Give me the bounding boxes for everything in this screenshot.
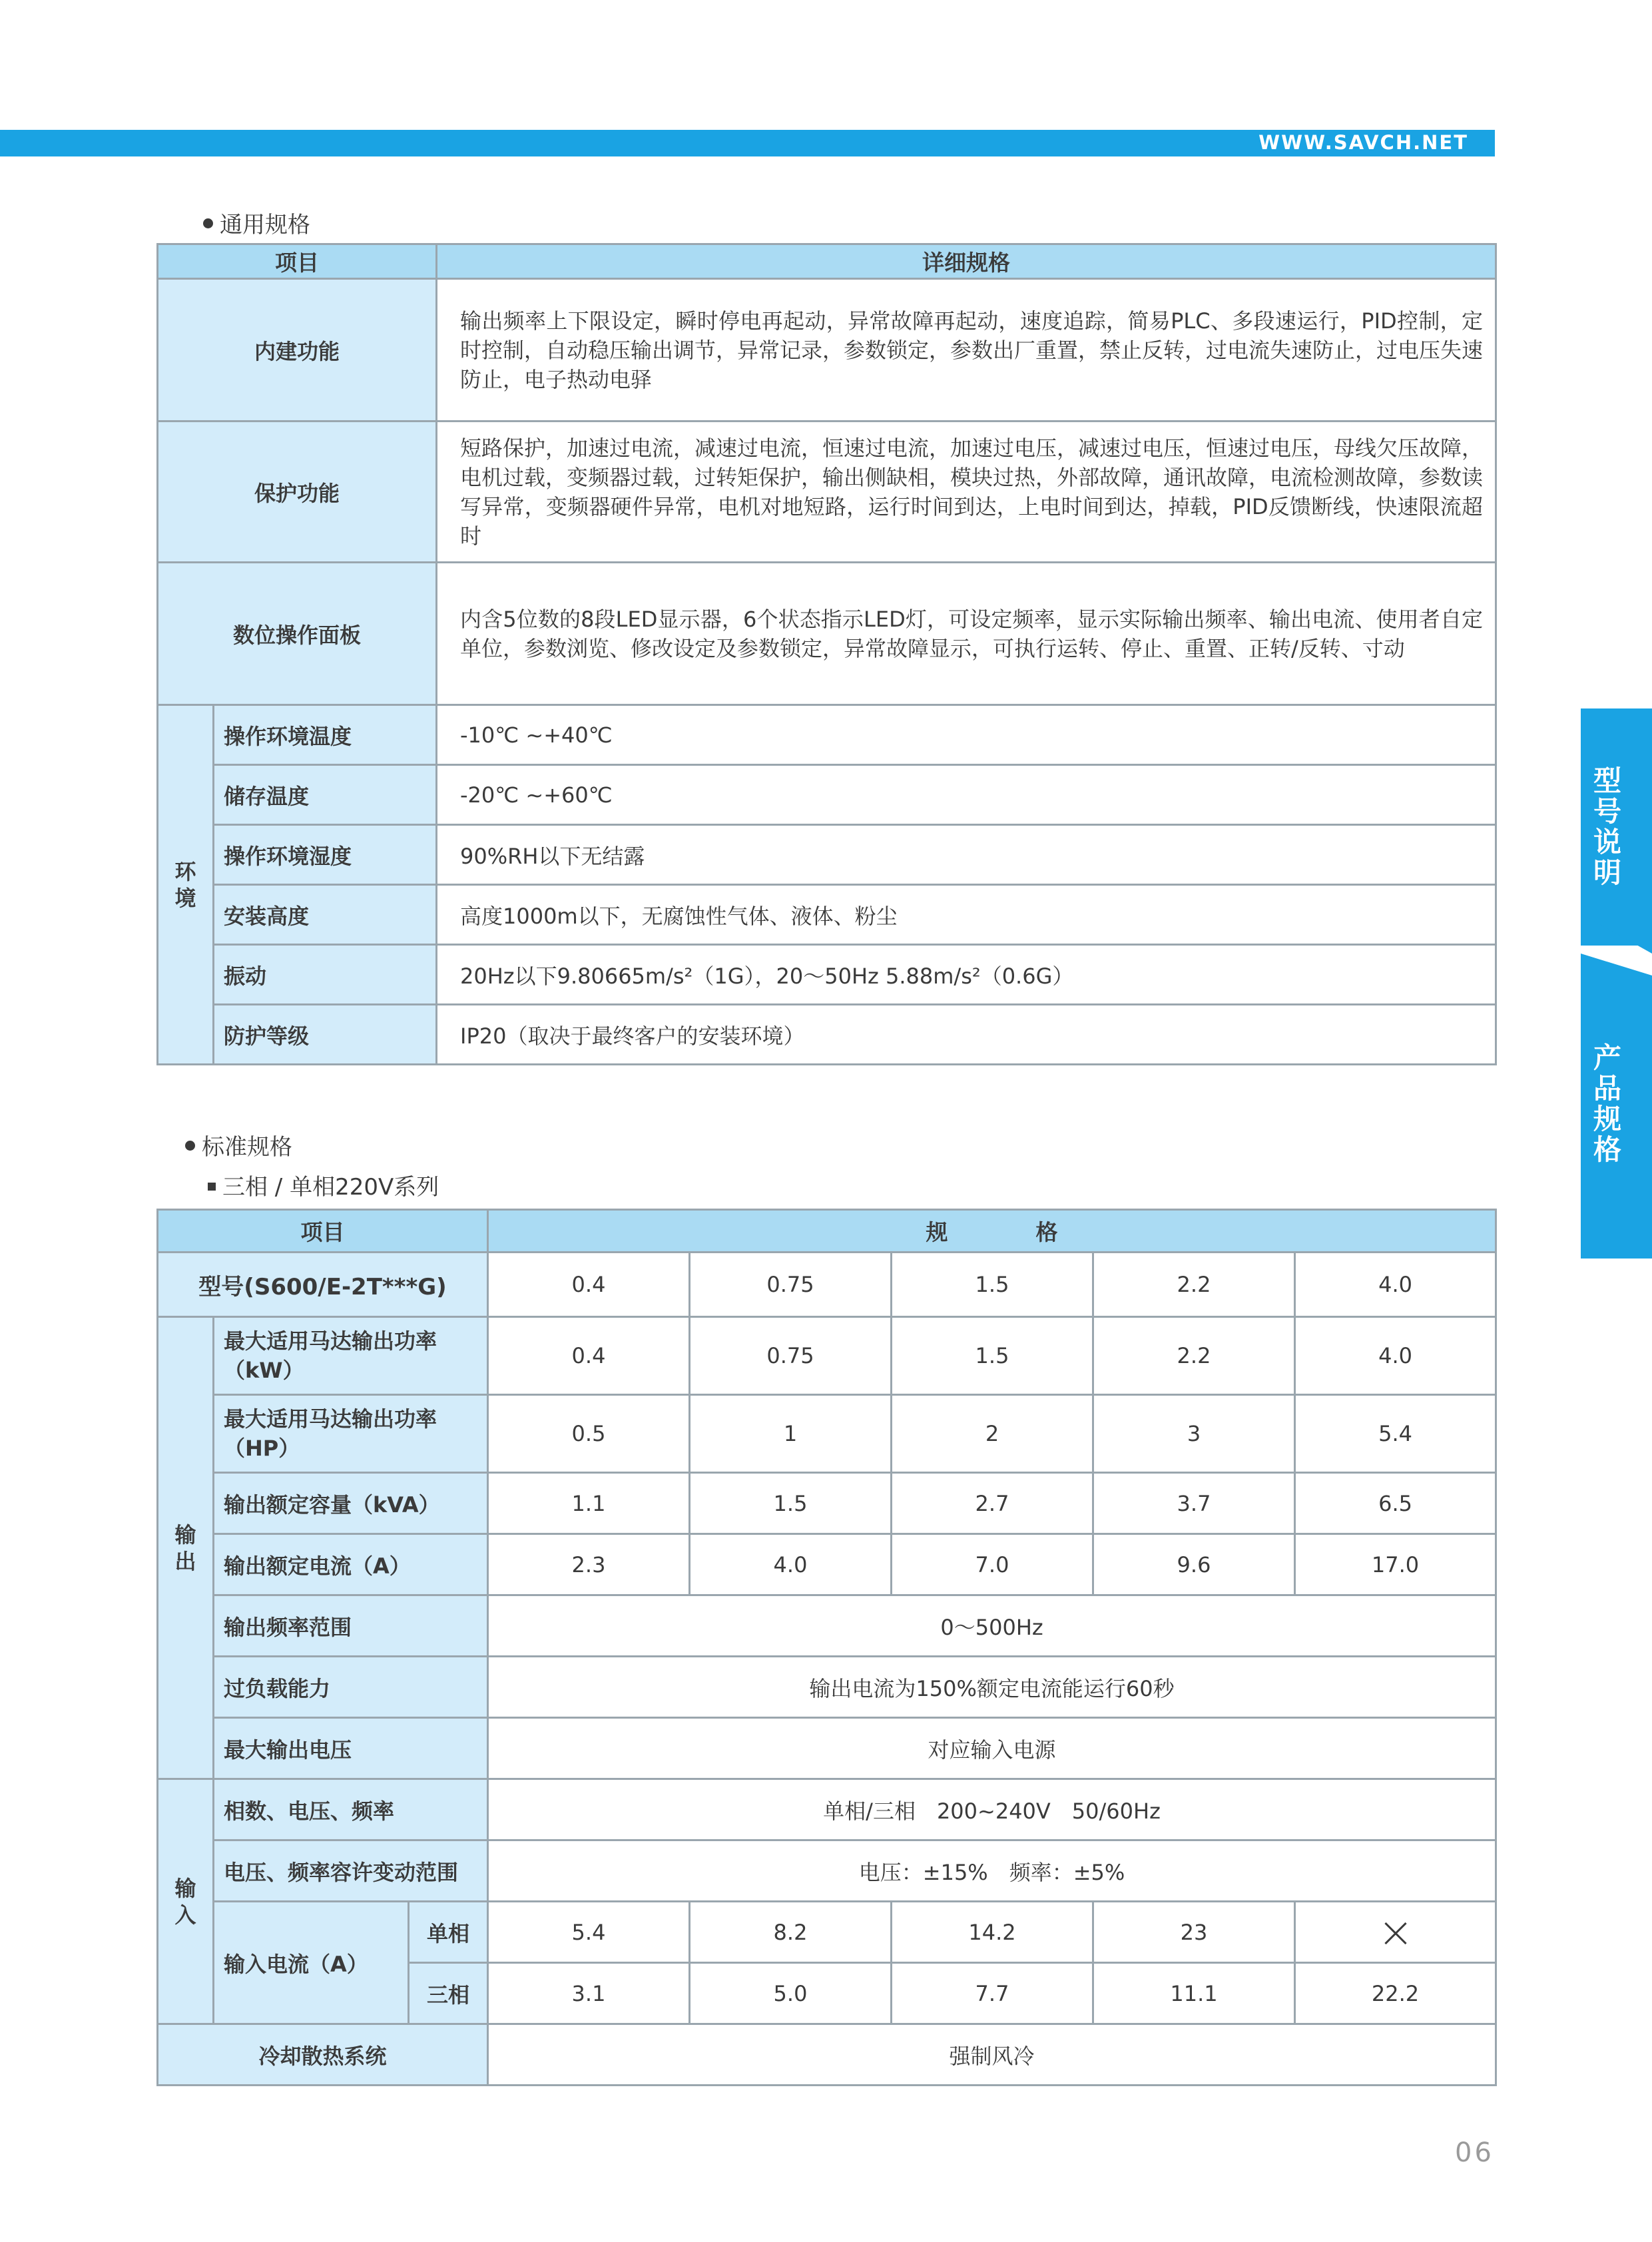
output-value: 9.6 [1093,1534,1295,1595]
output-value: 6.5 [1295,1473,1496,1534]
output-value: 5.4 [1295,1395,1496,1473]
env-label: 振动 [214,945,437,1005]
env-label: 操作环境湿度 [214,825,437,885]
digital-panel-label: 数位操作面板 [158,563,437,705]
top-banner [0,130,1495,156]
builtin-function-text: 输出频率上下限设定，瞬时停电再起动，异常故障再起动，速度追踪，简易PLC、多段速运行，PID控制，定时控制，自动稳压输出调节，异常记录，参数锁定，参数出厂重置，禁止反转，过电流失速防止，过电压失速防止，电子热动电驿 [437,279,1496,421]
builtin-function-label: 内建功能 [158,279,437,421]
env-value: 20Hz以下9.80665m/s²（1G），20～50Hz 5.88m/s²（0.6G） [437,945,1496,1005]
single-phase-value: 14.2 [892,1902,1093,1963]
three-phase-label: 三相 [409,1963,488,2024]
three-phase-value: 11.1 [1093,1963,1295,2024]
output-label: 最大适用马达输出功率（kW） [214,1317,488,1395]
output-value: 2.7 [892,1473,1093,1534]
output-label: 输出额定电流（A） [214,1534,488,1595]
max-voltage-label: 最大输出电压 [214,1718,488,1779]
env-value: 高度1000m以下，无腐蚀性气体、液体、粉尘 [437,885,1496,945]
output-value: 2.2 [1093,1317,1295,1395]
digital-panel-text: 内含5位数的8段LED显示器，6个状态指示LED灯，可设定频率，显示实际输出频率、输出电流、使用者自定单位，参数浏览、修改设定及参数锁定，异常故障显示，可执行运转、停止、重置、正转/反转、寸动 [437,563,1496,705]
output-value: 2 [892,1395,1093,1473]
output-value: 3.7 [1093,1473,1295,1534]
side-tab-1-label: 型号说明 [1593,764,1621,889]
tolerance-value: 电压：±15% 频率：±5% [488,1840,1496,1902]
model-value: 1.5 [892,1253,1093,1317]
square-bullet-icon [208,1183,216,1191]
three-phase-value: 22.2 [1295,1963,1496,2024]
phase-value: 单相/三相 200~240V 50/60Hz [488,1779,1496,1840]
col-header-spec: 规 格 [488,1210,1496,1253]
cooling-value: 强制风冷 [488,2024,1496,2086]
single-phase-label: 单相 [409,1902,488,1963]
protection-function-label: 保护功能 [158,421,437,563]
general-spec-table [156,243,1497,1065]
tolerance-label: 电压、频率容许变动范围 [214,1840,488,1902]
env-label: 安装高度 [214,885,437,945]
col-header-detail: 详细规格 [437,244,1496,279]
bullet-icon [203,218,213,228]
standard-spec-table [156,1209,1497,2086]
env-label: 操作环境温度 [214,705,437,765]
freq-range-label: 输出频率范围 [214,1595,488,1657]
output-value: 7.0 [892,1534,1093,1595]
model-value: 2.2 [1093,1253,1295,1317]
model-value: 0.4 [488,1253,690,1317]
three-phase-value: 5.0 [690,1963,892,2024]
single-phase-value: 5.4 [488,1902,690,1963]
bullet-icon [185,1141,195,1151]
env-value: -10℃ ~+40℃ [437,705,1496,765]
single-phase-value: 8.2 [690,1902,892,1963]
env-value: IP20（取决于最终客户的安装环境） [437,1005,1496,1065]
output-value: 3 [1093,1395,1295,1473]
input-group-label: 输入 [158,1779,214,2024]
page-number: 06 [1455,2137,1494,2168]
col-header-item: 项目 [158,244,437,279]
env-value: 90%RH以下无结露 [437,825,1496,885]
cooling-label: 冷却散热系统 [158,2024,488,2086]
env-value: -20℃ ~+60℃ [437,765,1496,825]
output-label: 最大适用马达输出功率（HP） [214,1395,488,1473]
three-phase-value: 3.1 [488,1963,690,2024]
output-value: 1.5 [690,1473,892,1534]
general-spec-title: 通用规格 [203,206,310,239]
model-value: 4.0 [1295,1253,1496,1317]
model-label: 型号(S600/E-2T***G) [158,1253,488,1317]
overload-value: 输出电流为150%额定电流能运行60秒 [488,1657,1496,1718]
col-header-item: 项目 [158,1210,488,1253]
output-value: 2.3 [488,1534,690,1595]
overload-label: 过负载能力 [214,1657,488,1718]
website-url: WWW.SAVCH.NET [1258,131,1468,154]
series-subtitle: 三相 / 单相220V系列 [208,1169,439,1201]
output-value: 0.5 [488,1395,690,1473]
environment-group-label: 环境 [158,705,214,1065]
phase-label: 相数、电压、频率 [214,1779,488,1840]
standard-spec-title: 标准规格 [185,1129,292,1161]
freq-range-value: 0～500Hz [488,1595,1496,1657]
cross-icon [1384,1921,1408,1945]
three-phase-value: 7.7 [892,1963,1093,2024]
output-group-label: 输出 [158,1317,214,1779]
output-value: 4.0 [690,1534,892,1595]
side-tab-2-label: 产品规格 [1593,1041,1621,1166]
output-value: 1.5 [892,1317,1093,1395]
env-label: 储存温度 [214,765,437,825]
single-phase-value: 23 [1093,1902,1295,1963]
env-label: 防护等级 [214,1005,437,1065]
output-value: 17.0 [1295,1534,1496,1595]
input-current-label: 输入电流（A） [214,1902,409,2024]
output-value: 0.4 [488,1317,690,1395]
not-applicable-cell [1295,1902,1496,1963]
output-label: 输出额定容量（kVA） [214,1473,488,1534]
output-value: 4.0 [1295,1317,1496,1395]
output-value: 1.1 [488,1473,690,1534]
protection-function-text: 短路保护，加速过电流，减速过电流，恒速过电流，加速过电压，减速过电压，恒速过电压，母线欠压故障，电机过载，变频器过载，过转矩保护，输出侧缺相，模块过热，外部故障，通讯故障，电流检测故障，参数读写异常，变频器硬件异常，电机对地短路，运行时间到达，上电时间到达，掉载，PID反馈断线，快速限流超时 [437,421,1496,563]
output-value: 0.75 [690,1317,892,1395]
model-value: 0.75 [690,1253,892,1317]
output-value: 1 [690,1395,892,1473]
max-voltage-value: 对应输入电源 [488,1718,1496,1779]
